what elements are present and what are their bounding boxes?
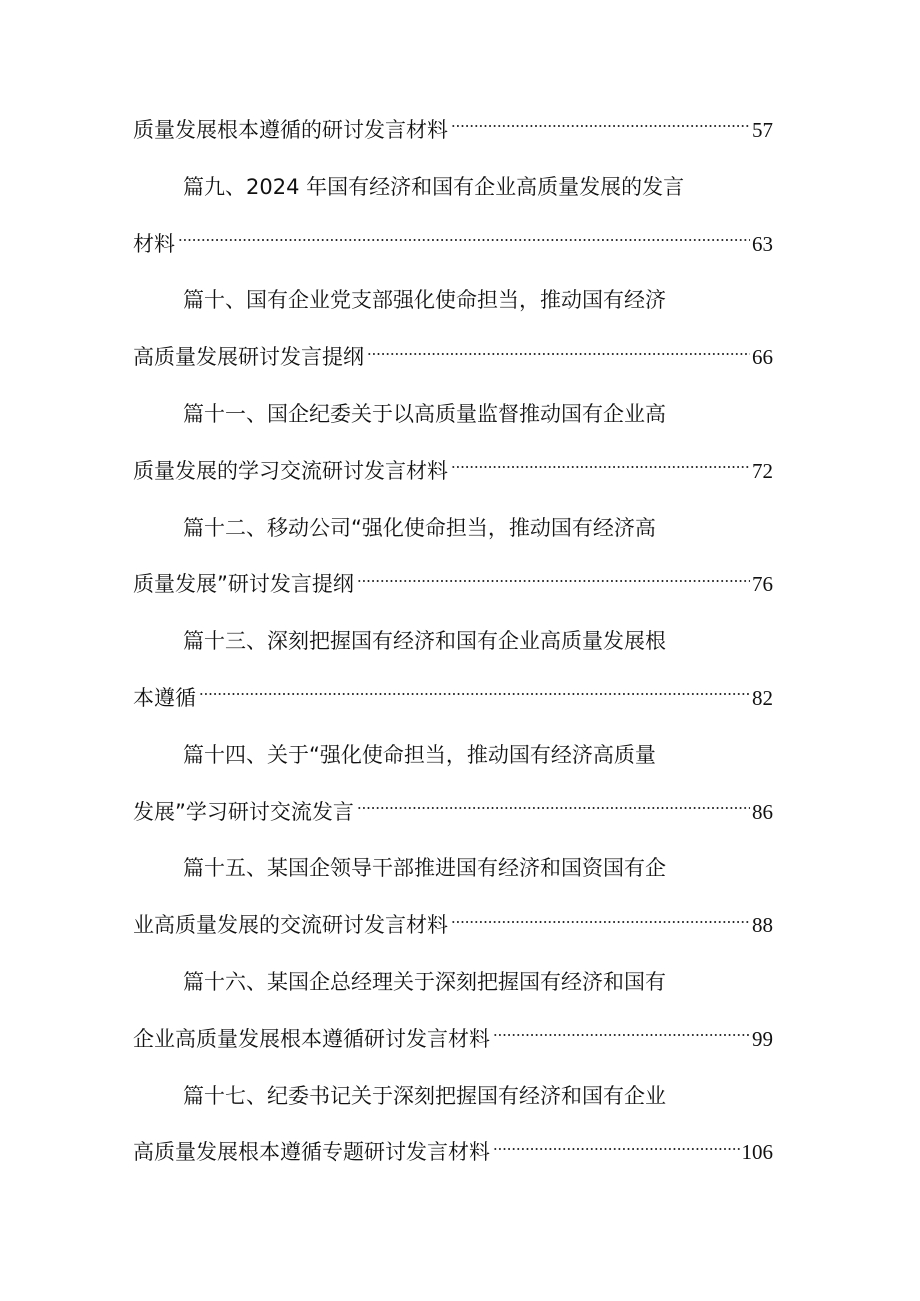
leader-dots [451, 921, 750, 923]
leader-dots [199, 693, 750, 695]
toc-entry-title: 质量发展”研讨发言提纲 [133, 572, 354, 597]
toc-page-number: 82 [752, 685, 773, 710]
toc-entry-line[interactable] [133, 897, 773, 954]
toc-page-number: 88 [752, 913, 773, 938]
toc-entry-title: 材料 [133, 231, 175, 256]
toc-entry-line[interactable] [133, 556, 773, 613]
leader-dots [493, 1034, 750, 1036]
toc-page-number: 99 [752, 1026, 773, 1051]
toc-entry-title: 业高质量发展的交流研讨发言材料 [133, 913, 448, 938]
toc-entry-title: 质量发展根本遵循的研讨发言材料 [133, 118, 448, 142]
toc-page-number: 106 [741, 1140, 773, 1165]
toc-page-number: 66 [752, 345, 773, 370]
toc-entry-title: 质量发展的学习交流研讨发言材料 [133, 458, 448, 483]
toc-entry-line[interactable] [133, 1124, 773, 1181]
toc-entry-line[interactable] [133, 670, 773, 727]
toc-page-number: 63 [752, 231, 773, 256]
leader-dots [451, 125, 750, 127]
toc-page-number: 72 [752, 458, 773, 483]
leader-dots [357, 807, 750, 809]
toc-entry-heading[interactable]: 篇十四、关于“强化使命担当，推动国有经济高质量 [183, 742, 656, 767]
toc-page-number: 76 [752, 572, 773, 597]
toc-page-number: 86 [752, 799, 773, 824]
toc-entry-line[interactable] [133, 216, 773, 273]
toc-entry-title: 本遵循 [133, 685, 196, 710]
toc-entry-line[interactable] [133, 102, 773, 159]
table-of-contents [133, 102, 773, 1181]
toc-entry-line[interactable] [133, 1011, 773, 1068]
toc-entry-heading[interactable]: 篇十六、某国企总经理关于深刻把握国有经济和国有 [183, 969, 666, 994]
toc-entry-line[interactable] [133, 329, 773, 386]
toc-entry-line[interactable] [133, 443, 773, 500]
leader-dots [493, 1148, 740, 1150]
toc-entry-title: 企业高质量发展根本遵循研讨发言材料 [133, 1026, 490, 1051]
toc-page-number: 57 [752, 118, 773, 142]
leader-dots [357, 580, 750, 582]
toc-entry-heading[interactable]: 篇九、2024 年国有经济和国有企业高质量发展的发言 [183, 174, 685, 199]
leader-dots [451, 466, 750, 468]
toc-entry-heading[interactable]: 篇十一、国企纪委关于以高质量监督推动国有企业高 [183, 401, 666, 426]
toc-entry-heading[interactable]: 篇十、国有企业党支部强化使命担当，推动国有经济 [183, 288, 666, 313]
toc-entry-title: 高质量发展研讨发言提纲 [133, 345, 364, 370]
leader-dots [178, 239, 750, 241]
leader-dots [367, 353, 750, 355]
toc-entry-title: 发展”学习研讨交流发言 [133, 799, 354, 824]
toc-entry-line[interactable] [133, 784, 773, 841]
toc-entry-title: 高质量发展根本遵循专题研讨发言材料 [133, 1140, 490, 1165]
toc-entry-heading[interactable]: 篇十七、纪委书记关于深刻把握国有经济和国有企业 [183, 1083, 666, 1108]
toc-entry-heading[interactable]: 篇十五、某国企领导干部推进国有经济和国资国有企 [183, 856, 666, 881]
toc-entry-heading[interactable]: 篇十二、移动公司“强化使命担当，推动国有经济高 [183, 515, 656, 540]
toc-entry-heading[interactable]: 篇十三、深刻把握国有经济和国有企业高质量发展根 [183, 629, 666, 654]
